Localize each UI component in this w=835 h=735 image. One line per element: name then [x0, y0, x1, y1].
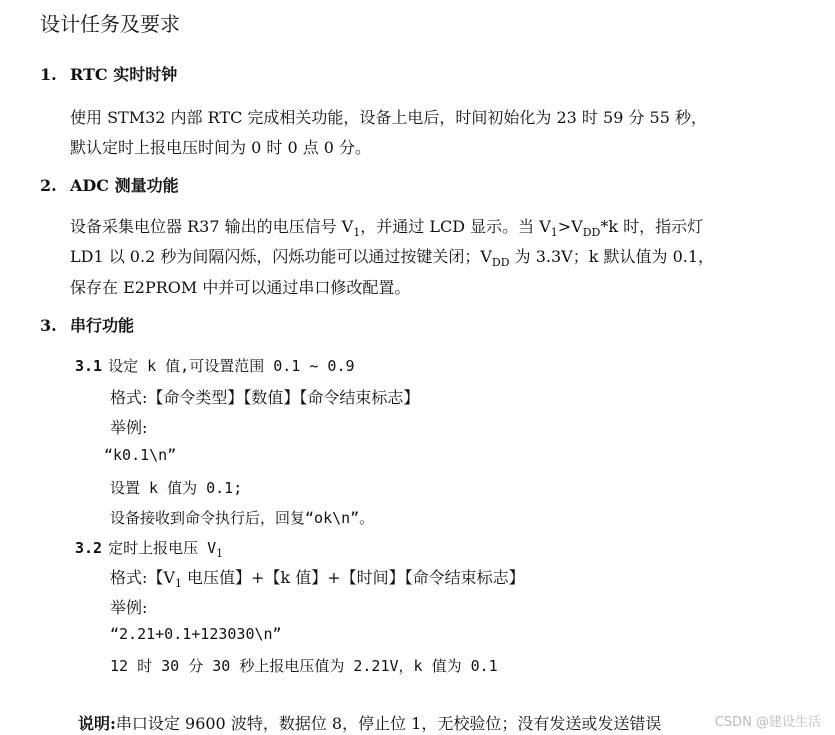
subsection-3-2-example-label: 举例: [110, 598, 148, 617]
section-2-line-1: 设备采集电位器 R37 输出的电压信号 $V_1$，并通过 LCD 显示。当 $V_1>V_{DD}*k$ 时，指示灯 [70, 217, 704, 240]
subsection-3-1-example: “k0.1\n” [104, 446, 177, 464]
subsection-3-2-example: “2.21+0.1+123030\n” [110, 625, 282, 643]
section-1-heading [40, 62, 177, 85]
section-1-title: RTC 实时时钟 [70, 65, 178, 84]
subsection-3-1-heading: 3.1 设定 k 值,可设置范围 0.1 ~ 0.9 [75, 357, 355, 375]
subsection-3-1-example-label: 举例: [110, 418, 148, 437]
subsection-3-1-desc-2: 设备接收到命令执行后，回复“ok\n”。 [110, 509, 375, 527]
note-text: 串口设定 9600 波特，数据位 8，停止位 1，无校验位；没有发送或发送错误 [115, 714, 662, 733]
section-1-line-1: 使用 STM32 内部 RTC 完成相关功能，设备上电后，时间初始化为 23 时 59 分 55 秒， [70, 108, 707, 127]
section-1-number: 1. [40, 65, 57, 84]
section-2-line-2: LD1 以 0.2 秒为间隔闪烁，闪烁功能可以通过按键关闭；$V_{DD}$ 为 3.3V；k 默认值为 0.1， [70, 247, 715, 270]
section-1-line-2: 默认定时上报电压时间为 0 时 0 点 0 分。 [70, 138, 372, 157]
section-2-heading [40, 173, 179, 196]
section-2-title: ADC 测量功能 [70, 176, 179, 195]
section-3-title: 串行功能 [70, 316, 135, 335]
section-3-number: 3. [40, 316, 57, 335]
note-label: 说明: [78, 714, 116, 733]
watermark: CSDN @建设生活 [714, 715, 821, 730]
subsection-3-2-format: 格式:【$V_1$ 电压值】+【k 值】+【时间】【命令结束标志】 [110, 568, 525, 591]
subsection-3-2-heading: 3.2 定时上报电压 $V_1$ [75, 539, 224, 561]
subsection-3-1-format: 格式:【命令类型】【数值】【命令结束标志】 [110, 388, 420, 407]
section-3-heading [40, 313, 134, 336]
subsection-3-1-desc-1: 设置 k 值为 0.1; [110, 479, 243, 497]
section-2-number: 2. [40, 176, 57, 195]
subsection-3-2-desc: 12 时 30 分 30 秒上报电压值为 2.21V，k 值为 0.1 [110, 657, 498, 675]
note [78, 711, 661, 734]
page-title: 设计任务及要求 [40, 12, 180, 36]
section-2-line-3: 保存在 E2PROM 中并可以通过串口修改配置。 [70, 278, 411, 297]
